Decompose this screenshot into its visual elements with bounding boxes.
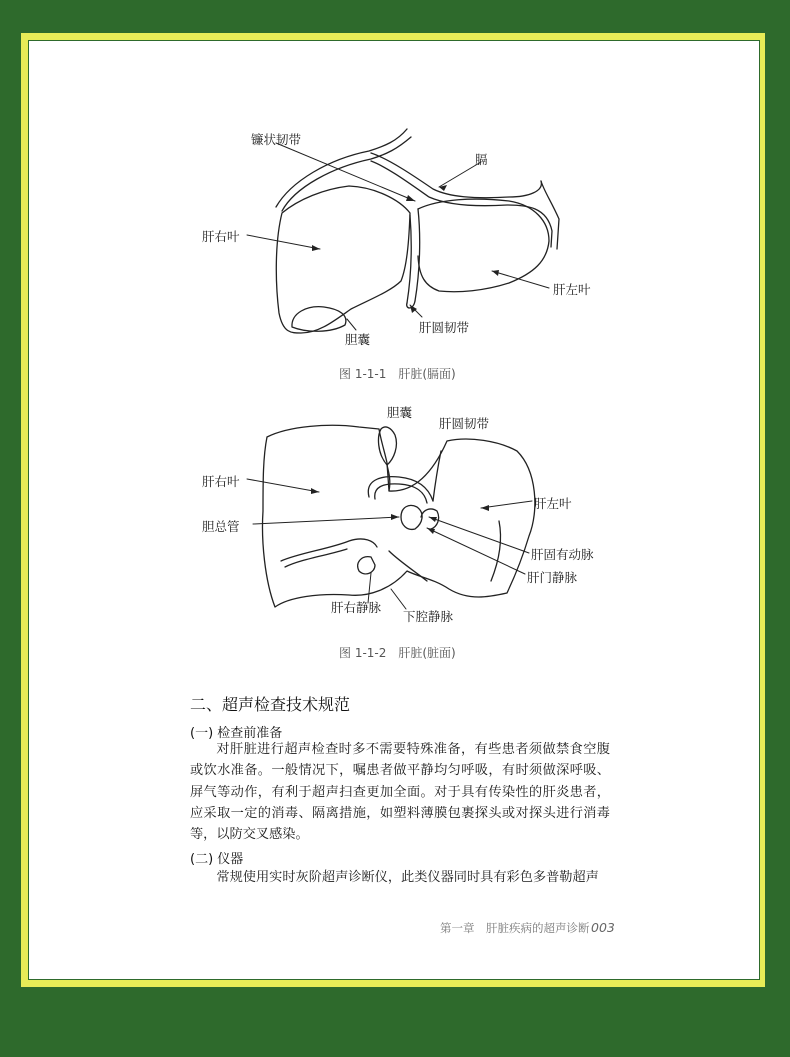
figure2-caption: 图 1-1-2 肝脏(脏面): [339, 646, 456, 660]
label-hepatic-artery: 肝固有动脉: [531, 547, 594, 562]
label-falciform-ligament: 镰状韧带: [251, 132, 302, 147]
label-right-hepatic-vein: 肝右静脉: [331, 600, 382, 615]
book-page: [28, 40, 760, 980]
label-gallbladder-2: 胆囊: [387, 405, 413, 420]
label-round-ligament-1: 肝圆韧带: [419, 320, 470, 335]
label-common-bile-duct: 胆总管: [202, 519, 240, 534]
footer-chapter: 第一章 肝脏疾病的超声诊断: [440, 921, 590, 935]
label-right-lobe-2: 肝右叶: [202, 474, 240, 489]
label-diaphragm: 膈: [475, 152, 488, 167]
figure2-leader-lines: [247, 479, 532, 609]
label-right-lobe-1: 肝右叶: [202, 229, 240, 244]
section-heading: 二、超声检查技术规范: [190, 695, 351, 714]
paragraph-instrument: 常规使用实时灰阶超声诊断仪，此类仪器同时具有彩色多普勒超声: [216, 870, 599, 885]
figure1-caption: 图 1-1-1 肝脏(膈面): [339, 367, 456, 381]
label-left-lobe-1: 肝左叶: [553, 282, 591, 297]
label-portal-vein: 肝门静脉: [527, 570, 578, 585]
label-gallbladder-1: 胆囊: [345, 332, 371, 347]
footer-page-number: 003: [591, 920, 615, 935]
label-round-ligament-2: 肝圆韧带: [439, 416, 490, 431]
label-ivc: 下腔静脉: [403, 609, 454, 624]
subheading-instrument: (二) 仪器: [190, 852, 244, 867]
liver-visceral-figure: [247, 425, 535, 609]
paragraph-preparation: 对肝脏进行超声检查时多不需要特殊准备，有些患者须做禁食空腹或饮水准备。一般情况下，嘱患者做平静均匀呼吸，有时须做深呼吸、屏气等动作，有利于超声扫查更加全面。对于具有传染性的肝炎患者，应采取一定的消毒、隔离措施，如塑料薄膜包裹探头或对探头进行消毒等，以防交叉感染。: [190, 742, 610, 843]
label-left-lobe-2: 肝左叶: [534, 496, 572, 511]
subheading-preparation: (一) 检查前准备: [190, 726, 283, 741]
figure1-leader-lines: [247, 143, 549, 330]
